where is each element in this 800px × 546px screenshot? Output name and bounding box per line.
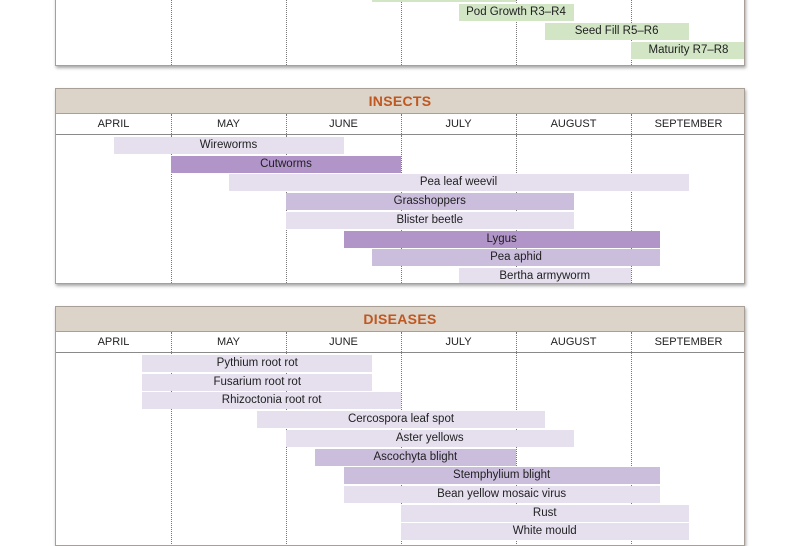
month-gridline bbox=[631, 332, 632, 352]
growth-stages-panel bbox=[55, 0, 745, 66]
timeline-bar: Cutworms bbox=[171, 156, 401, 173]
insects-panel bbox=[55, 88, 745, 284]
month-label-september: SEPTEMBER bbox=[654, 118, 723, 130]
timeline-bar: Fusarium root rot bbox=[142, 374, 372, 391]
timeline-bar: Cercospora leaf spot bbox=[257, 411, 545, 428]
insects-title: INSECTS bbox=[56, 89, 744, 114]
insects-month-header bbox=[56, 114, 744, 135]
timeline-bar: Pea aphid bbox=[372, 249, 660, 266]
timeline-bar: Grasshoppers bbox=[286, 193, 574, 210]
timeline-bar bbox=[372, 0, 516, 2]
month-label-august: AUGUST bbox=[550, 336, 597, 348]
timeline-bar: Pod Growth R3–R4 bbox=[459, 4, 574, 21]
month-gridline bbox=[286, 332, 287, 352]
timeline-bar: Maturity R7–R8 bbox=[631, 42, 745, 59]
month-gridline bbox=[516, 332, 517, 352]
month-gridline bbox=[401, 332, 402, 352]
month-label-may: MAY bbox=[216, 336, 241, 348]
month-label-august: AUGUST bbox=[550, 118, 597, 130]
timeline-bar: Ascochyta blight bbox=[315, 449, 516, 466]
growth-stages-chart bbox=[56, 0, 744, 66]
timeline-bar: Rhizoctonia root rot bbox=[142, 392, 401, 409]
month-label-june: JUNE bbox=[329, 118, 358, 130]
month-gridline bbox=[401, 0, 402, 66]
month-label-july: JULY bbox=[445, 336, 472, 348]
diseases-chart bbox=[56, 353, 744, 546]
insects-chart bbox=[56, 135, 744, 284]
month-gridline bbox=[171, 114, 172, 134]
timeline-bar: Rust bbox=[401, 505, 689, 522]
month-label-may: MAY bbox=[216, 118, 241, 130]
timeline-bar: Lygus bbox=[344, 231, 660, 248]
diseases-month-header bbox=[56, 332, 744, 353]
timeline-bar: Seed Fill R5–R6 bbox=[545, 23, 689, 40]
month-gridline bbox=[516, 114, 517, 134]
month-gridline bbox=[171, 0, 172, 66]
month-label-april: APRIL bbox=[97, 336, 130, 348]
timeline-bar: Wireworms bbox=[114, 137, 344, 154]
month-gridline bbox=[171, 332, 172, 352]
month-gridline bbox=[286, 0, 287, 66]
timeline-bar: Bean yellow mosaic virus bbox=[344, 486, 660, 503]
timeline-bar: Stemphylium blight bbox=[344, 467, 660, 484]
timeline-bar: White mould bbox=[401, 523, 689, 540]
month-gridline bbox=[401, 114, 402, 134]
month-label-april: APRIL bbox=[97, 118, 130, 130]
timeline-bar: Pea leaf weevil bbox=[229, 174, 689, 191]
diseases-panel bbox=[55, 306, 745, 546]
month-label-september: SEPTEMBER bbox=[654, 336, 723, 348]
timeline-bar: Bertha armyworm bbox=[459, 268, 632, 284]
month-label-july: JULY bbox=[445, 118, 472, 130]
month-gridline bbox=[286, 114, 287, 134]
diseases-title: DISEASES bbox=[56, 307, 744, 332]
month-gridline bbox=[631, 114, 632, 134]
timeline-bar: Aster yellows bbox=[286, 430, 574, 447]
timeline-bar: Pythium root rot bbox=[142, 355, 372, 372]
month-label-june: JUNE bbox=[329, 336, 358, 348]
timeline-bar: Blister beetle bbox=[286, 212, 574, 229]
